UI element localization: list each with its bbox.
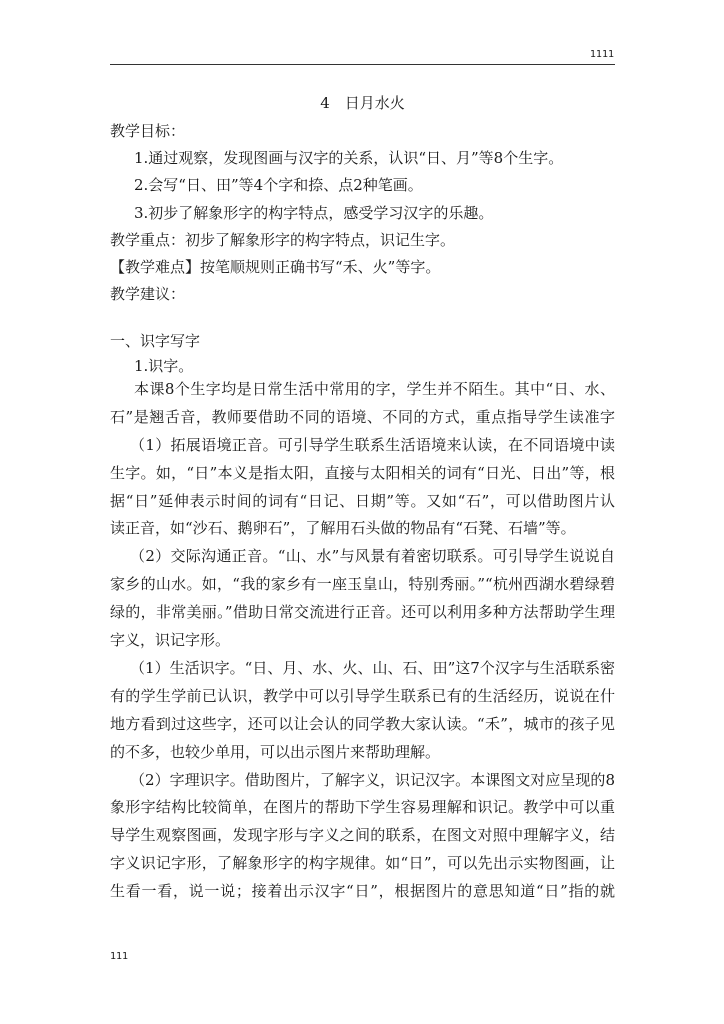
body-line: （2）字理识字。借助图片，了解字义，识记汉字。本课图文对应呈现的8: [130, 770, 615, 789]
body-line: 地方看到过这些字，还可以让会认的同学教大家认读。“禾”，城市的孩子见: [110, 714, 615, 733]
body-line: 石”是翘舌音，教师要借助不同的语境、不同的方式，重点指导学生读准字: [110, 407, 615, 426]
body-line: 本课8个生字均是日常生活中常用的字，学生并不陌生。其中“日、水、: [134, 380, 615, 398]
header-divider: [110, 64, 615, 65]
key-point: 教学重点：初步了解象形字的构字特点，识记生字。: [110, 230, 456, 249]
objective-item: 3.初步了解象形字的构字特点，感受学习汉字的乐趣。: [134, 203, 494, 222]
body-line: 读正音，如“沙石、鹅卵石”，了解用石头做的物品有“石凳、石墙”等。: [110, 519, 576, 538]
body-line: 家乡的山水。如，“我的家乡有一座玉皇山，特别秀丽。”“杭州西湖水碧绿碧: [110, 575, 615, 594]
header-page-code: 1111: [589, 49, 614, 60]
objective-item: 1.通过观察，发现图画与汉字的关系，认识“日、月”等8个生字。: [134, 149, 564, 168]
objectives-block: [110, 118, 615, 308]
section-heading: 一、识字写字: [110, 332, 201, 350]
objective-item: 2.会写“日、田”等4个字和捺、点2种笔画。: [134, 176, 423, 195]
body-line: 生字。如，“日”本义是指太阳，直接与太阳相关的词有“日光、日出”等，根: [110, 463, 615, 482]
suggestion-heading: 教学建议：: [110, 285, 186, 304]
body-line: 字义，识记字形。: [110, 631, 231, 650]
body-line: （1）生活识字。“日、月、水、火、山、石、田”这7个汉字与生活联系密: [130, 658, 615, 677]
section-heading-block: [110, 329, 615, 378]
body-line: 据“日”延伸表示时间的词有“日记、日期”等。又如“石”，可以借助图片认: [110, 491, 615, 510]
body-text: [110, 376, 615, 906]
body-line: 的不多，也较少单用，可以出示图片来帮助理解。: [110, 742, 441, 761]
objectives-heading: 教学目标：: [110, 122, 186, 140]
body-line: 象形字结构比较简单，在图片的帮助下学生容易理解和识记。教学中可以重: [110, 798, 615, 817]
footer-page-code: 111: [110, 951, 129, 962]
body-line: 导学生观察图画，发现字形与字义之间的联系，在图文对照中理解字义，结: [110, 826, 615, 845]
body-line: （1）拓展语境正音。可引导学生联系生活语境来认读，在不同语境中读: [130, 435, 615, 454]
body-line: 绿的，非常美丽。”借助日常交流进行正音。还可以利用多种方法帮助学生理: [110, 603, 615, 622]
body-line: （2）交际沟通正音。“山、水”与风景有着密切联系。可引导学生说说自: [130, 547, 615, 566]
body-line: 有的学生学前已认识，教学中可以引导学生联系已有的生活经历，说说在什: [110, 686, 615, 705]
difficulty: 【教学难点】按笔顺规则正确书写“禾、火”等字。: [110, 258, 441, 277]
body-line: 生看一看，说一说；接着出示汉字“日”，根据图片的意思知道“日”指的就: [110, 882, 615, 901]
body-line: 字义识记字形，了解象形字的构字规律。如“日”，可以先出示实物图画，让: [110, 854, 615, 873]
page-title: 4 日月水火: [320, 94, 405, 112]
subsection-heading: 1.识字。: [134, 356, 194, 375]
